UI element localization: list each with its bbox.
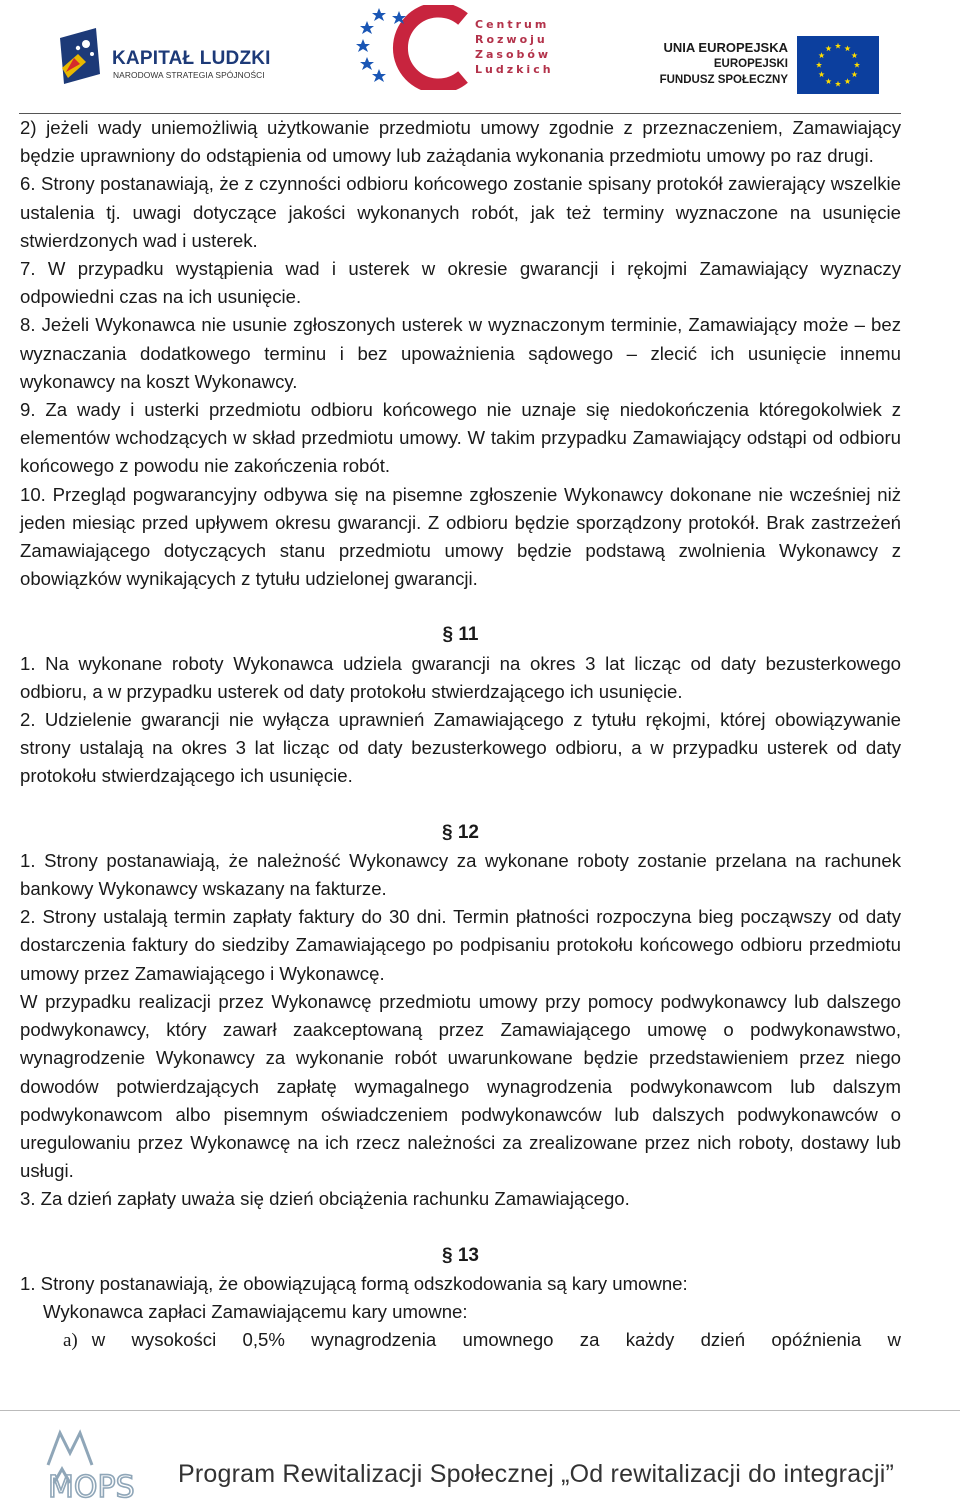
- paragraph: 2. Strony ustalają termin zapłaty faktury do 30 dni. Termin płatności rozpoczyna bieg począwszy od daty dostarczenia faktury do siedziby Zamawiającego po podpisaniu protokołu końcowego odbioru przedmiotu umowy przez Zamawiającego i Wykonawcę.: [20, 906, 901, 984]
- footer-program-title: Program Rewitalizacji Społecznej „Od rewitalizacji do integracji”: [178, 1460, 895, 1488]
- crzl-line-4: Ludzkich: [475, 63, 554, 76]
- paragraph: 9. Za wady i usterki przedmiotu odbioru końcowego nie uznaje się niedokończenia któregokolwiek z elementów wchodzących w skład przedmiotu umowy. W takim przypadku Zamawiający odstąpi od odbioru końcowego z powodu nie zakończenia robót.: [20, 399, 901, 477]
- crzl-line-1: Centrum: [475, 18, 550, 31]
- paragraph: 2) jeżeli wady uniemożliwią użytkowanie przedmiotu umowy zgodnie z przeznaczeniem, Zamawiający będzie uprawniony do odstąpienia od umowy lub zażądania wykonania przedmiotu umowy po raz drugi.: [20, 117, 901, 167]
- paragraph: 8. Jeżeli Wykonawca nie usunie zgłoszonych usterek w wyznaczonym terminie, Zamawiający może – bez wyznaczania dodatkowego terminu i bez upoważnienia sądowego – zlecić ich usunięcie innemu wykonawcy na koszt Wykonawcy.: [20, 314, 901, 392]
- crzl-logo: [355, 5, 555, 90]
- kapital-ludzki-subtitle: NARODOWA STRATEGIA SPÓJNOŚCI: [113, 70, 265, 80]
- paragraph: 10. Przegląd pogwarancyjny odbywa się na pisemne zgłoszenie Wykonawcy dokonane nie wcześniej niż jeden miesiąc przed upływem okresu gwarancji. Z odbioru będzie sporządzony protokół. Brak zastrzeżeń Zamawiającego dotyczących stanu przedmiotu umowy będzie podstawą zwolnienia Wykonawcy z obowiązków wynikających z tytułu udzielonej gwarancji.: [20, 483, 901, 590]
- paragraph: 1. Strony postanawiają, że obowiązującą formą odszkodowania są kary umowne:: [20, 1272, 688, 1294]
- mops-logo-text: MOPS: [48, 1470, 135, 1505]
- page-header: [0, 0, 960, 115]
- kapital-ludzki-emblem-icon: [56, 28, 104, 86]
- paragraph: 3. Za dzień zapłaty uważa się dzień obciążenia rachunku Zamawiającego.: [20, 1188, 630, 1210]
- kapital-ludzki-logo: [56, 28, 286, 88]
- document-body: [20, 114, 901, 1355]
- list-item-text: w wysokości 0,5% wynagrodzenia umownego za każdy dzień opóźnienia w: [91, 1329, 901, 1351]
- section-heading-12: § 12: [442, 821, 479, 843]
- list-item-a: [20, 1326, 901, 1355]
- paragraph: 6. Strony postanawiają, że z czynności odbioru końcowego zostanie spisany protokół zawierający wszelkie ustalenia tj. uwagi dotyczące jakości wykonanych robót, jak też terminy wyznaczone na usunięcie stwierdzonych wad i usterek.: [20, 173, 901, 251]
- eu-logo: [659, 36, 900, 96]
- mops-logo: [40, 1425, 170, 1505]
- crzl-emblem-icon: [355, 5, 475, 90]
- eu-name: UNIA EUROPEJSKA: [663, 40, 788, 55]
- paragraph: 7. W przypadku wystąpienia wad i usterek w okresie gwarancji i rękojmi Zamawiający wyznaczy odpowiedni czas na ich usunięcie.: [20, 258, 901, 308]
- section-heading-11: § 11: [442, 624, 479, 646]
- paragraph: W przypadku realizacji przez Wykonawcę przedmiotu umowy przy pomocy podwykonawcy lub dalszego podwykonawcy, który zawarł zaakceptowaną przez Zamawiającego umowę o podwykonawstwo, wynagrodzenie Wykonawcy za wykonanie robót uwarunkowane będzie przedstawieniem przez niego dowodów potwierdzających zapłatę wymagalnego wynagrodzenia podwykonawcom lub dalszym podwykonawcom albo pisemnym oświadczeniem podwykonawców lub dalszych podwykonawców o uregulowaniu przez Wykonawcę na ich rzecz należności za zrealizowane przez nich roboty, dostawy lub usługi.: [20, 990, 901, 1182]
- eu-fund-line1: EUROPEJSKI: [713, 58, 788, 70]
- section-heading-13: § 13: [442, 1244, 479, 1266]
- paragraph: 1. Na wykonane roboty Wykonawca udziela gwarancji na okres 3 lat licząc od daty bezusterkowego odbioru, a w przypadku usterek od daty protokołu stwierdzającego ich usunięcie.: [20, 652, 901, 702]
- crzl-line-3: Zasobów: [475, 48, 552, 61]
- paragraph-indented: Wykonawca zapłaci Zamawiającemu kary umowne:: [43, 1300, 468, 1322]
- eu-fund-line2: FUNDUSZ SPOŁECZNY: [659, 74, 788, 86]
- paragraph: 1. Strony postanawiają, że należność Wykonawcy za wykonane roboty zostanie przelana na rachunek bankowy Wykonawcy wskazany na fakturze.: [20, 849, 901, 900]
- kapital-ludzki-name: KAPITAŁ LUDZKI: [112, 48, 271, 69]
- list-letter: a): [63, 1330, 78, 1352]
- crzl-line-2: Rozwoju: [475, 33, 548, 46]
- eu-flag-icon: [797, 36, 879, 94]
- footer-divider: [0, 1410, 960, 1411]
- paragraph: 2. Udzielenie gwarancji nie wyłącza uprawnień Zamawiającego z tytułu rękojmi, której obowiązywanie strony ustalają na okres 3 lat licząc od daty bezusterkowego odbioru, a w przypadku usterek od daty protokołu stwierdzającego ich usunięcie.: [20, 709, 901, 787]
